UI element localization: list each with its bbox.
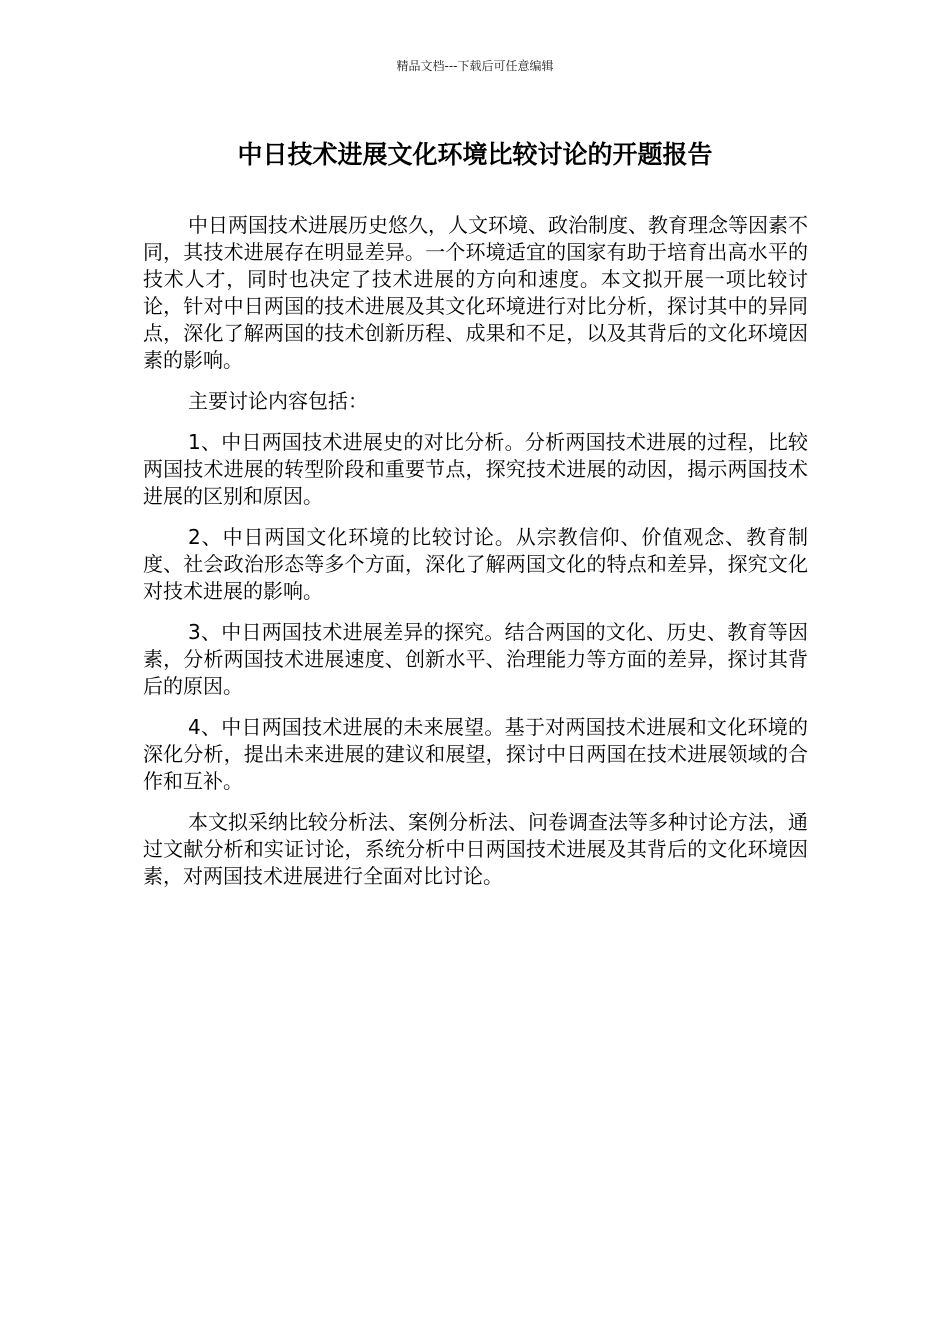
paragraph-item-1: 1、中日两国技术进展史的对比分析。分析两国技术进展的过程，比较两国技术进展的转型阶段和重要节点，探究技术进展的动因，揭示两国技术进展的区别和原因。 <box>143 430 808 508</box>
document-title: 中日技术进展文化环境比较讨论的开题报告 <box>237 140 713 169</box>
paragraph-methods: 本文拟采纳比较分析法、案例分析法、问卷调查法等多种讨论方法，通过文献分析和实证讨论，系统分析中日两国技术进展及其背后的文化环境因素，对两国技术进展进行全面对比讨论。 <box>143 810 808 888</box>
paragraph-item-4: 4、中日两国技术进展的未来展望。基于对两国技术进展和文化环境的深化分析，提出未来进展的建议和展望，探讨中日两国在技术进展领域的合作和互补。 <box>143 715 808 793</box>
page-header: 精品文档---下载后可任意编辑 <box>396 59 554 73</box>
paragraph-item-3: 3、中日两国技术进展差异的探究。结合两国的文化、历史、教育等因素，分析两国技术进展速度、创新水平、治理能力等方面的差异，探讨其背后的原因。 <box>143 620 808 698</box>
document-body <box>143 212 808 904</box>
paragraph-content-heading: 主要讨论内容包括： <box>188 389 368 413</box>
paragraph-intro: 中日两国技术进展历史悠久，人文环境、政治制度、教育理念等因素不同，其技术进展存在明显差异。一个环境适宜的国家有助于培育出高水平的技术人才，同时也决定了技术进展的方向和速度。本文拟开展一项比较讨论，针对中日两国的技术进展及其文化环境进行对比分析，探讨其中的异同点，深化了解两国的技术创新历程、成果和不足，以及其背后的文化环境因素的影响。 <box>143 213 808 372</box>
paragraph-item-2: 2、中日两国文化环境的比较讨论。从宗教信仰、价值观念、教育制度、社会政治形态等多个方面，深化了解两国文化的特点和差异，探究文化对技术进展的影响。 <box>143 525 808 603</box>
